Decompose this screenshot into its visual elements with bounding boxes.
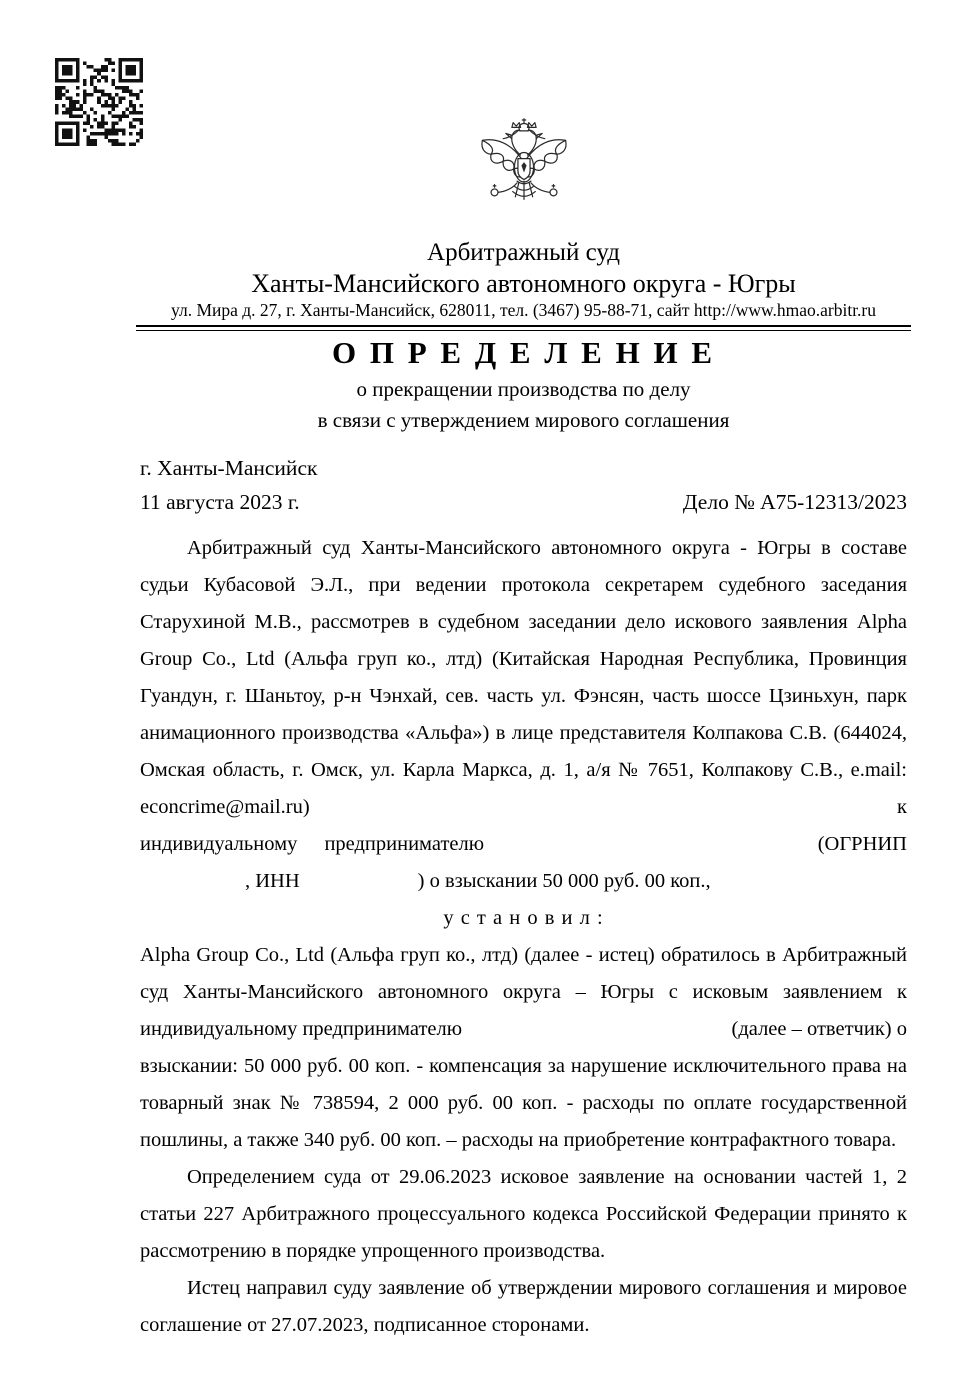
claim-amount-label: ) о взыскании 50 000 руб. 00 коп., [417,870,711,892]
document-subtitle-line2: в связи с утверждением мирового соглашения [317,408,730,432]
resolution-word: у с т а н о в и л : [443,907,604,929]
ruling-body [140,530,907,1344]
claim-defendant-label: индивидуальному предпринимателю [140,1018,463,1040]
inn-label: , ИНН [245,870,300,892]
coat-of-arms-icon [140,112,907,230]
document-content [140,0,907,1344]
inn-redacted-line [140,863,907,900]
claim-paragraph-part2: взыскании: 50 000 руб. 00 коп. - компенсация за нарушение исключительного права на товарный знак № 738594, 2 000 руб. 00 коп. - расходы по оплате государственной пошлины, а также 340 руб. 00 коп. – расходы на приобретение контрафактного товара. [140,1055,907,1151]
court-contact-line: ул. Мира д. 27, г. Ханты-Мансийск, 628011, тел. (3467) 95-88-71, сайт http://www.hmao.arbitr.ru [170,300,877,320]
court-name-line1: Арбитражный суд [427,239,620,266]
settlement-paragraph: Истец направил суду заявление об утверждении мирового соглашения и мировое соглашение от 27.07.2023, подписанное сторонами. [140,1277,907,1336]
case-date: 11 августа 2023 г. [140,490,300,514]
intro-paragraph: Арбитражный суд Ханты-Мансийского автономного округа - Югры в составе судьи Кубасовой Э.Л., при ведении протокола секретарем судебного заседания Старухиной М.В., рассмотрев в судебном заседании дело искового заявления Alpha Group Co., Ltd (Альфа груп ко., лтд) (Китайская Народная Республика, Провинция Гуандун, г. Шаньтоу, р-н Чэнхай, сев. часть ул. Фэнсян, часть шоссе Цзиньхун, парк анимационного производства «Альфа») в лице представителя Колпакова С.В. (644024, Омская область, г. Омск, ул. Карла Маркса, д. 1, а/я № 7651, Колпакову С.В., e.mail: econcrime@mail.ru) к [140,537,907,818]
qr-code-icon [55,58,143,146]
ogrnip-label: (ОГРНИП [817,833,907,855]
procedure-paragraph: Определением суда от 29.06.2023 исковое заявление на основании частей 1, 2 статьи 227 Арбитражного процессуального кодекса Российской Федерации принято к рассмотрению в порядке упрощенного производства. [140,1166,907,1262]
claim-defendant-line [140,1011,907,1048]
court-name-line2: Ханты-Мансийского автономного округа - Югры [251,269,796,298]
defendant-redacted-line [140,826,907,863]
case-number: Дело № А75-12313/2023 [682,490,907,514]
qr-code [55,58,143,146]
claim-paragraph-part1: Alpha Group Co., Ltd (Альфа груп ко., лтд) (далее - истец) обратилось в Арбитражный суд Ханты-Мансийского автономного округа – Югры с исковым заявлением к [140,944,907,1003]
defendant-label: индивидуальному предпринимателю [140,833,485,855]
case-city: г. Ханты-Мансийск [140,456,318,480]
document-title: О П Р Е Д Е Л Е Н И Е [331,335,716,370]
document-subtitle-line1: о прекращении производства по делу [356,377,691,401]
claim-respondent-label: (далее – ответчик) о [731,1018,907,1040]
header-divider [136,325,911,331]
case-meta-row [140,490,907,515]
